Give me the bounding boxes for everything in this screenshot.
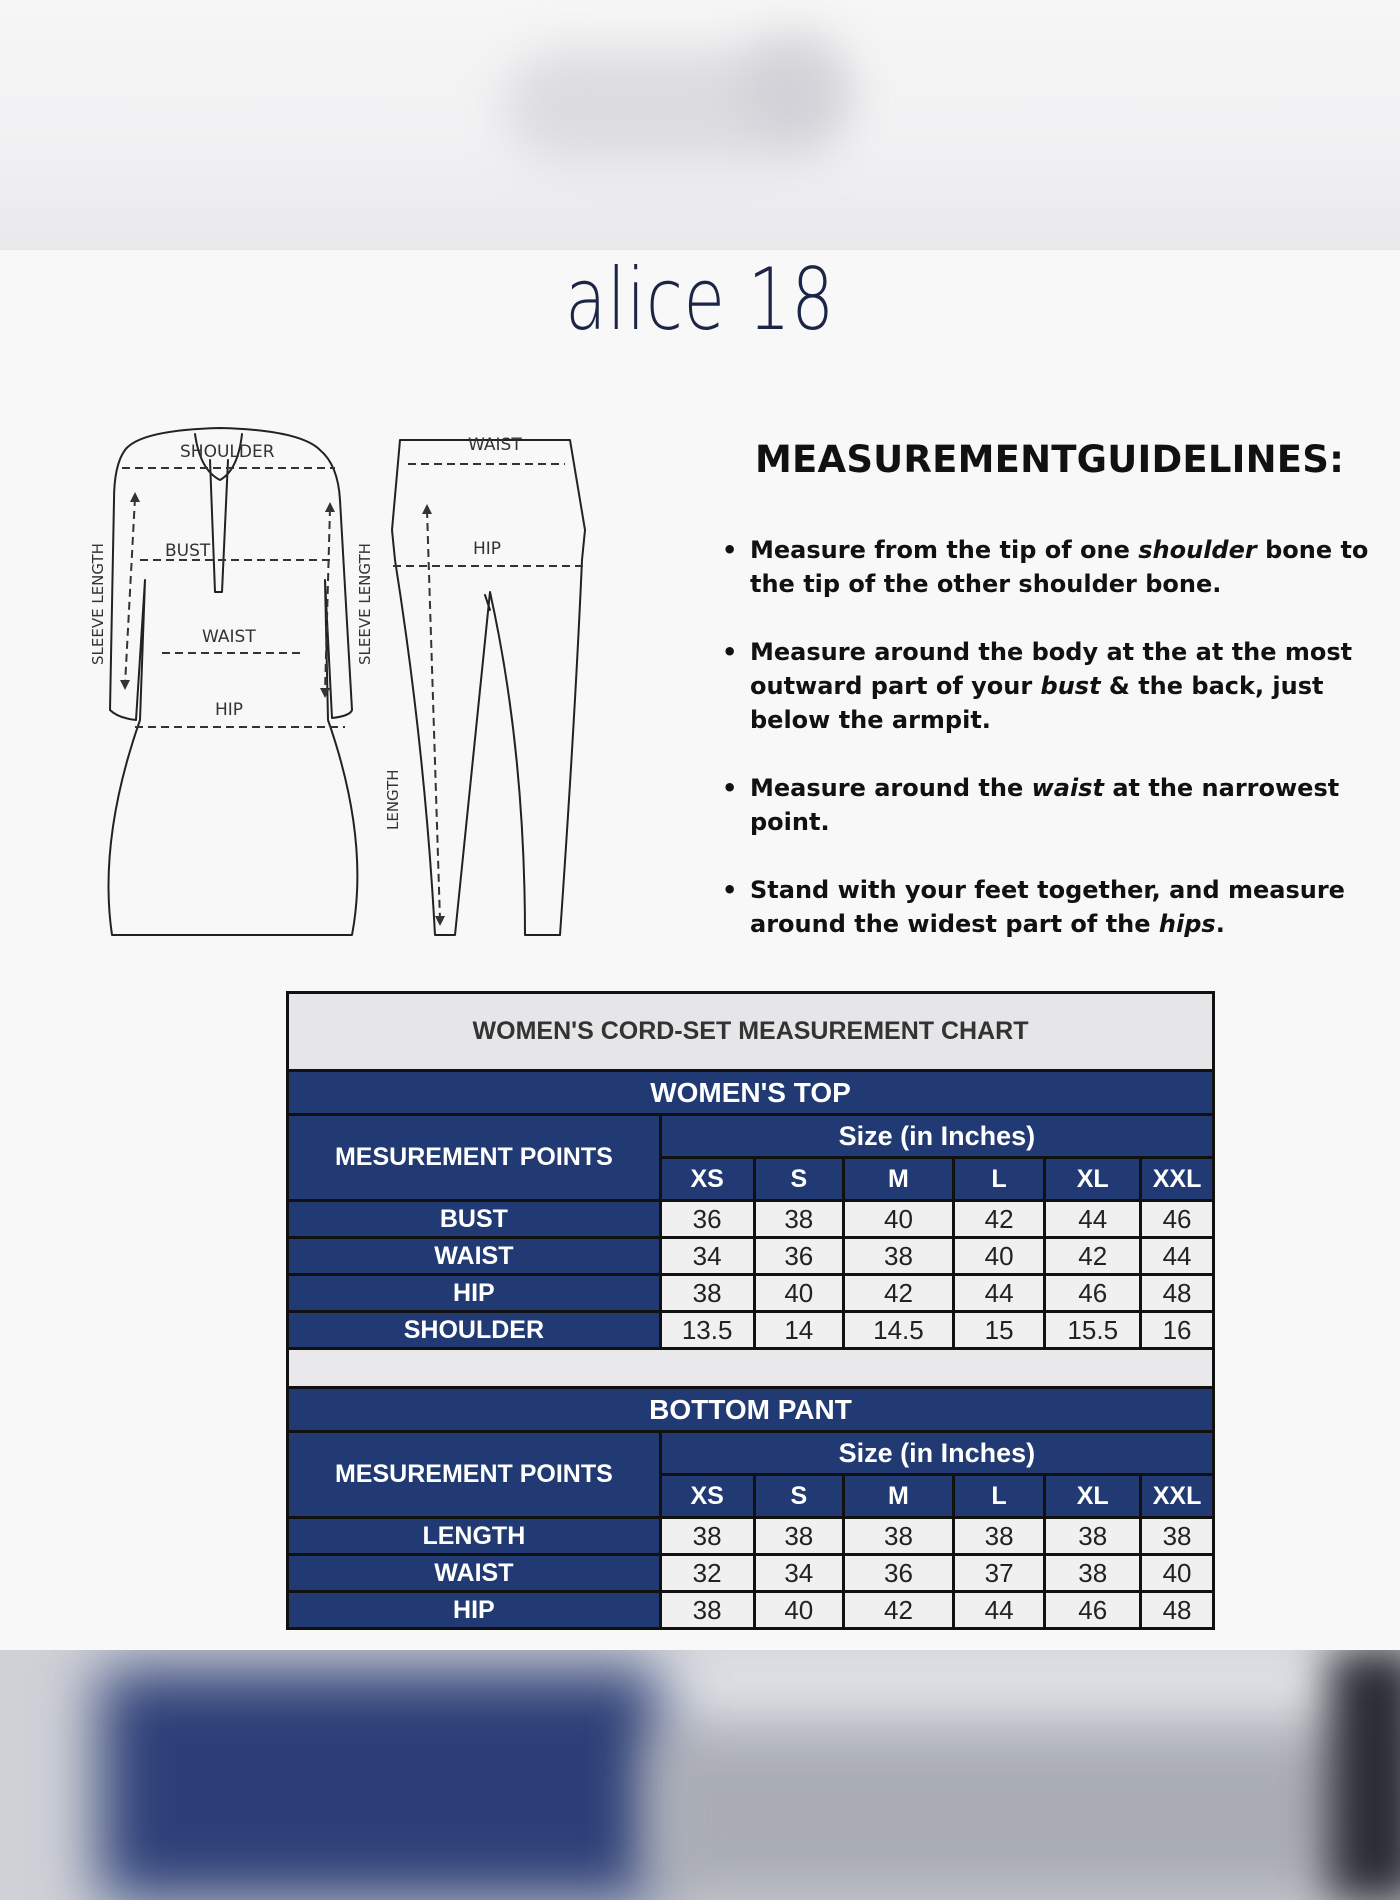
label-sleeve-length-right: SLEEVE LENGTH xyxy=(356,543,374,665)
row-label: BUST xyxy=(288,1201,661,1238)
table-row xyxy=(288,1518,1214,1555)
row-label: HIP xyxy=(288,1275,661,1312)
table-cell: 13.5 xyxy=(660,1312,754,1349)
table-cell: 46 xyxy=(1045,1592,1141,1629)
table-cell: 40 xyxy=(844,1201,954,1238)
table-cell: 38 xyxy=(953,1518,1045,1555)
table-cell: 38 xyxy=(1045,1555,1141,1592)
row-label: SHOULDER xyxy=(288,1312,661,1349)
section-title-top: WOMEN'S TOP xyxy=(288,1071,1214,1115)
guideline-item: • Stand with your feet together, and measure around the widest part of the hips. xyxy=(720,873,1390,941)
blurred-shape xyxy=(640,1650,1340,1720)
chart-title: WOMEN'S CORD-SET MEASUREMENT CHART xyxy=(288,993,1214,1071)
table-cell: 40 xyxy=(953,1238,1045,1275)
blurred-header-background xyxy=(0,0,1400,250)
table-cell: 38 xyxy=(844,1518,954,1555)
table-row xyxy=(288,1555,1214,1592)
size-header: S xyxy=(754,1158,844,1201)
label-pant-hip: HIP xyxy=(473,539,502,559)
table-row xyxy=(288,1275,1214,1312)
points-label: MESUREMENT POINTS xyxy=(288,1432,661,1518)
table-cell: 34 xyxy=(660,1238,754,1275)
table-cell: 38 xyxy=(844,1238,954,1275)
table-cell: 44 xyxy=(1045,1201,1141,1238)
table-cell: 38 xyxy=(754,1201,844,1238)
size-label-row xyxy=(288,1115,1214,1158)
blurred-footer-background xyxy=(0,1650,1400,1900)
size-header: XS xyxy=(660,1475,754,1518)
table-cell: 42 xyxy=(1045,1238,1141,1275)
table-cell: 48 xyxy=(1141,1592,1214,1629)
size-header: L xyxy=(953,1158,1045,1201)
table-cell: 44 xyxy=(953,1592,1045,1629)
guideline-item: • Measure from the tip of one shoulder bone to the tip of the other shoulder bone. xyxy=(720,533,1390,601)
section-header-row xyxy=(288,1388,1214,1432)
table-spacer-row xyxy=(288,1349,1214,1388)
size-header: XL xyxy=(1045,1475,1141,1518)
row-label: LENGTH xyxy=(288,1518,661,1555)
blurred-shape xyxy=(740,30,850,140)
table-cell: 42 xyxy=(844,1275,954,1312)
size-header: L xyxy=(953,1475,1045,1518)
section-title-bottom: BOTTOM PANT xyxy=(288,1388,1214,1432)
spacer-cell xyxy=(288,1349,1214,1388)
table-cell: 15 xyxy=(953,1312,1045,1349)
size-unit-label: Size (in Inches) xyxy=(660,1432,1213,1475)
table-cell: 38 xyxy=(660,1518,754,1555)
table-cell: 38 xyxy=(660,1275,754,1312)
label-bust: BUST xyxy=(165,541,211,561)
guideline-item: • Measure around the body at the at the most outward part of your bust & the back, just below the armpit. xyxy=(720,635,1390,737)
size-header: M xyxy=(844,1158,954,1201)
table-cell: 42 xyxy=(844,1592,954,1629)
table-cell: 14.5 xyxy=(844,1312,954,1349)
size-header: M xyxy=(844,1475,954,1518)
table-cell: 40 xyxy=(754,1592,844,1629)
row-label: WAIST xyxy=(288,1555,661,1592)
size-header: XXL xyxy=(1141,1475,1214,1518)
size-header: XL xyxy=(1045,1158,1141,1201)
table-cell: 15.5 xyxy=(1045,1312,1141,1349)
garment-diagram xyxy=(70,420,610,950)
label-sleeve-length-left: SLEEVE LENGTH xyxy=(89,543,107,665)
guideline-item: • Measure around the waist at the narrowest point. xyxy=(720,771,1390,839)
blurred-shape xyxy=(650,1730,1400,1900)
table-cell: 38 xyxy=(1045,1518,1141,1555)
table-cell: 44 xyxy=(1141,1238,1214,1275)
table-cell: 38 xyxy=(1141,1518,1214,1555)
pant-outline xyxy=(392,440,585,935)
label-pant-waist: WAIST xyxy=(468,435,522,455)
guidelines-list xyxy=(720,533,1390,941)
table-cell: 40 xyxy=(754,1275,844,1312)
label-shoulder: SHOULDER xyxy=(180,442,275,462)
table-cell: 37 xyxy=(953,1555,1045,1592)
size-header: XXL xyxy=(1141,1158,1214,1201)
blurred-shape xyxy=(1330,1650,1400,1900)
size-unit-label: Size (in Inches) xyxy=(660,1115,1213,1158)
label-pant-length: LENGTH xyxy=(384,769,402,830)
size-header: S xyxy=(754,1475,844,1518)
table-row xyxy=(288,1592,1214,1629)
label-hip: HIP xyxy=(215,700,244,720)
table-cell: 14 xyxy=(754,1312,844,1349)
table-cell: 42 xyxy=(953,1201,1045,1238)
table-cell: 38 xyxy=(754,1518,844,1555)
table-cell: 38 xyxy=(660,1592,754,1629)
table-cell: 44 xyxy=(953,1275,1045,1312)
table-row xyxy=(288,1201,1214,1238)
table-cell: 46 xyxy=(1141,1201,1214,1238)
row-label: HIP xyxy=(288,1592,661,1629)
measurement-guidelines xyxy=(720,438,1390,975)
guidelines-title: MEASUREMENTGUIDELINES: xyxy=(755,438,1345,481)
size-header: XS xyxy=(660,1158,754,1201)
table-cell: 40 xyxy=(1141,1555,1214,1592)
table-cell: 36 xyxy=(754,1238,844,1275)
table-cell: 36 xyxy=(660,1201,754,1238)
size-label-row xyxy=(288,1432,1214,1475)
row-label: WAIST xyxy=(288,1238,661,1275)
points-label: MESUREMENT POINTS xyxy=(288,1115,661,1201)
top-outline xyxy=(109,428,358,935)
table-row xyxy=(288,1238,1214,1275)
section-header-row xyxy=(288,1071,1214,1115)
table-cell: 36 xyxy=(844,1555,954,1592)
blurred-shape xyxy=(100,1670,660,1900)
table-row xyxy=(288,1312,1214,1349)
chart-title-row xyxy=(288,993,1214,1071)
table-cell: 34 xyxy=(754,1555,844,1592)
table-cell: 16 xyxy=(1141,1312,1214,1349)
table-cell: 32 xyxy=(660,1555,754,1592)
table-cell: 46 xyxy=(1045,1275,1141,1312)
brand-logo: alice 18 xyxy=(565,250,835,350)
label-waist: WAIST xyxy=(202,627,256,647)
table-cell: 48 xyxy=(1141,1275,1214,1312)
size-chart-table xyxy=(286,991,1215,1630)
